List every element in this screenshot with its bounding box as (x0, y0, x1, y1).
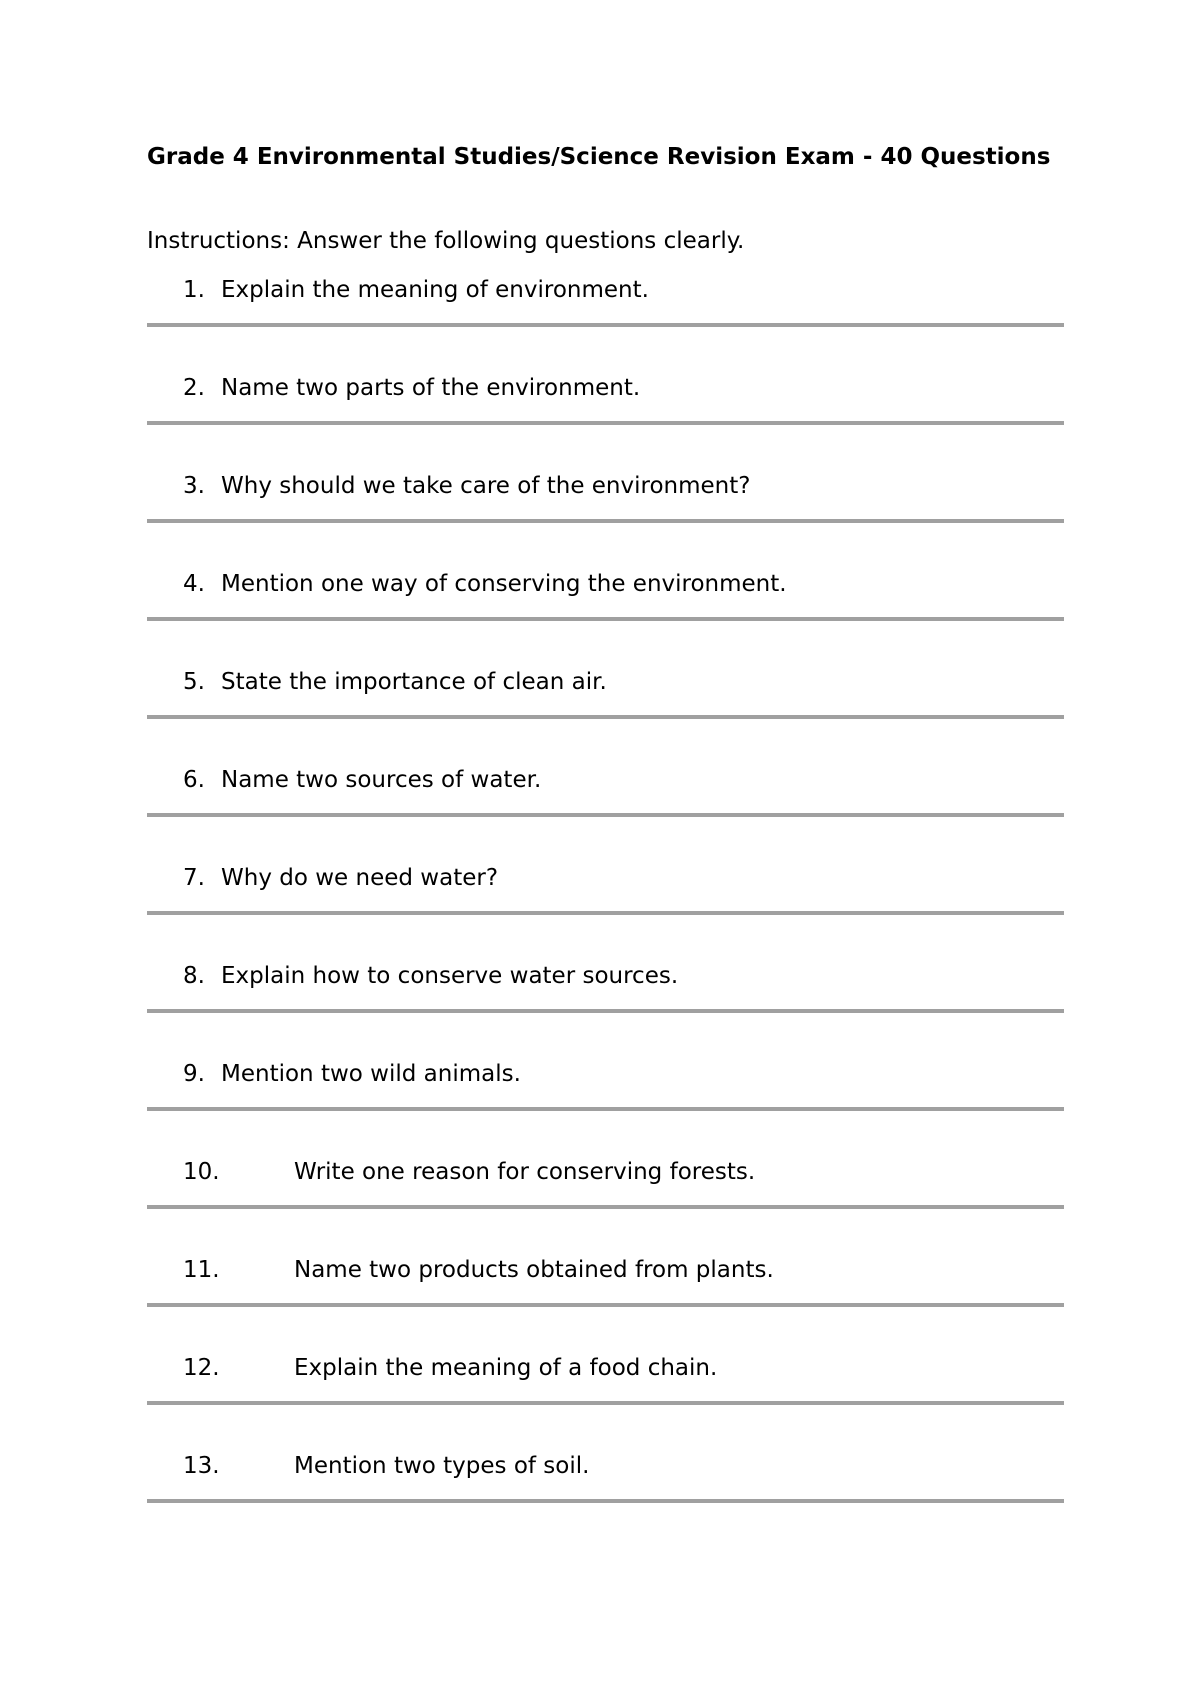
answer-line (147, 519, 1064, 523)
question-text: Why should we take care of the environment? (221, 473, 751, 499)
answer-line (147, 323, 1064, 327)
question-number: 9. (183, 1061, 205, 1087)
answer-line (147, 813, 1064, 817)
answer-line (147, 1499, 1064, 1503)
answer-line (147, 617, 1064, 621)
answer-line (147, 1303, 1064, 1307)
answer-line (147, 421, 1064, 425)
question-item (0, 1255, 1200, 1353)
instructions-text: Instructions: Answer the following questions clearly. (147, 228, 745, 254)
exam-title: Grade 4 Environmental Studies/Science Revision Exam - 40 Questions (147, 144, 1051, 170)
answer-line (147, 1401, 1064, 1405)
question-number: 2. (183, 375, 205, 401)
question-number: 11. (183, 1257, 220, 1283)
question-item (0, 667, 1200, 765)
question-number: 7. (183, 865, 205, 891)
question-number: 4. (183, 571, 205, 597)
question-number: 8. (183, 963, 205, 989)
question-text: Mention one way of conserving the environment. (221, 571, 787, 597)
question-text: Name two parts of the environment. (221, 375, 641, 401)
question-item (0, 373, 1200, 471)
question-text: Mention two types of soil. (294, 1453, 590, 1479)
answer-line (147, 1107, 1064, 1111)
question-number: 12. (183, 1355, 220, 1381)
question-number: 13. (183, 1453, 220, 1479)
question-text: Explain the meaning of a food chain. (294, 1355, 718, 1381)
question-item (0, 275, 1200, 373)
question-number: 10. (183, 1159, 220, 1185)
question-item (0, 1059, 1200, 1157)
question-text: Name two sources of water. (221, 767, 542, 793)
question-item (0, 765, 1200, 863)
question-text: Explain how to conserve water sources. (221, 963, 679, 989)
question-item (0, 1353, 1200, 1451)
question-item (0, 1451, 1200, 1549)
question-text: Name two products obtained from plants. (294, 1257, 774, 1283)
answer-line (147, 1205, 1064, 1209)
question-item (0, 1157, 1200, 1255)
question-number: 5. (183, 669, 205, 695)
question-number: 6. (183, 767, 205, 793)
answer-line (147, 911, 1064, 915)
question-text: Mention two wild animals. (221, 1061, 521, 1087)
question-number: 1. (183, 277, 205, 303)
question-item (0, 961, 1200, 1059)
question-text: Write one reason for conserving forests. (294, 1159, 756, 1185)
question-item (0, 569, 1200, 667)
question-item (0, 471, 1200, 569)
question-item (0, 863, 1200, 961)
question-list (0, 275, 1200, 1549)
question-text: Explain the meaning of environment. (221, 277, 649, 303)
question-number: 3. (183, 473, 205, 499)
answer-line (147, 1009, 1064, 1013)
answer-line (147, 715, 1064, 719)
question-text: State the importance of clean air. (221, 669, 607, 695)
question-text: Why do we need water? (221, 865, 499, 891)
